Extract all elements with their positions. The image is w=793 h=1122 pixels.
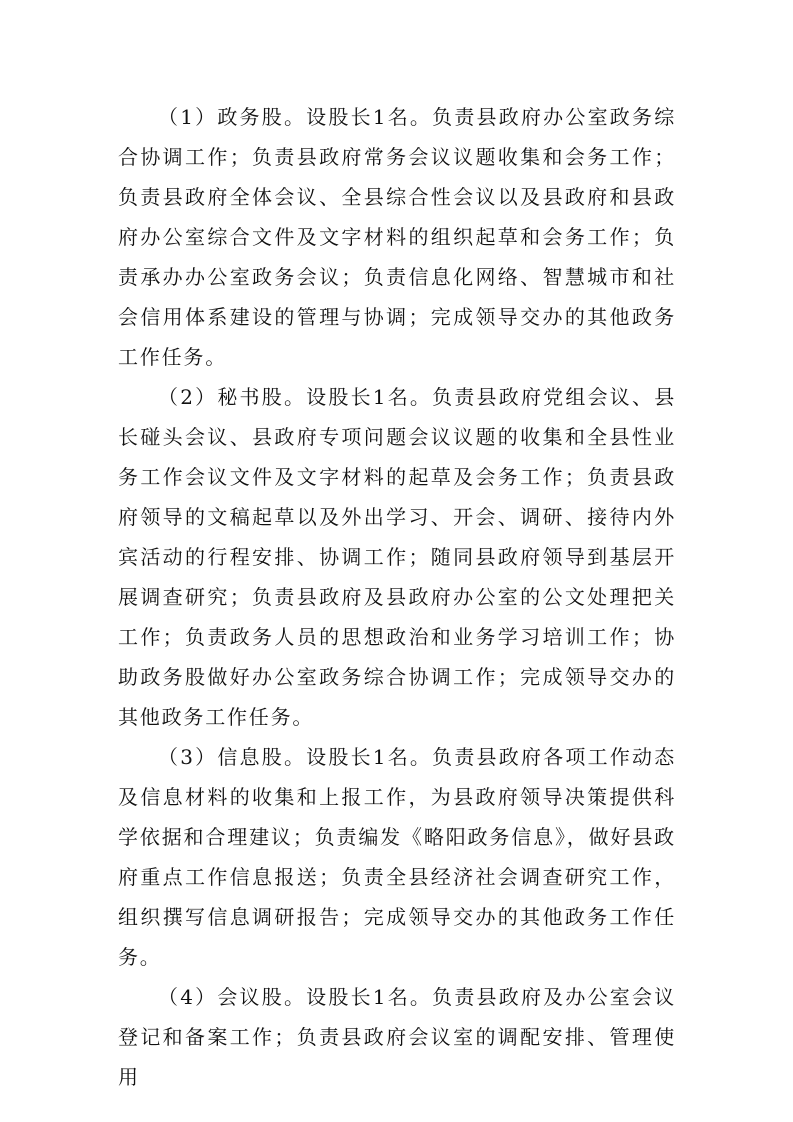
paragraph-huiyi-section: （4）会议股。设股长1名。负责县政府及办公室会议登记和备案工作；负责县政府会议室的调配安排、管理使用 <box>118 985 676 1089</box>
document-body <box>118 97 676 1097</box>
paragraph-zhengwu-section: （1）政务股。设股长1名。负责县政府办公室政务综合协调工作；负责县政府常务会议议题收集和会务工作；负责县政府全体会议、全县综合性会议以及县政府和县政府办公室综合文件及文字材料的组织起草和会务工作；负责承办办公室政务会议；负责信息化网络、智慧城市和社会信用体系建设的管理与协调；完成领导交办的其他政务工作任务。 <box>118 105 676 369</box>
paragraph-mishu-section: （2）秘书股。设股长1名。负责县政府党组会议、县长碰头会议、县政府专项问题会议议题的收集和全县性业务工作会议文件及文字材料的起草及会务工作；负责县政府领导的文稿起草以及外出学习、开会、调研、接待内外宾活动的行程安排、协调工作；随同县政府领导到基层开展调查研究；负责县政府及县政府办公室的公文处理把关工作；负责政务人员的思想政治和业务学习培训工作；协助政务股做好办公室政务综合协调工作；完成领导交办的其他政务工作任务。 <box>118 385 676 729</box>
paragraph-xinxi-section: （3）信息股。设股长1名。负责县政府各项工作动态及信息材料的收集和上报工作，为县政府领导决策提供科学依据和合理建议；负责编发《略阳政务信息》，做好县政府重点工作信息报送；负责全县经济社会调查研究工作，组织撰写信息调研报告；完成领导交办的其他政务工作任务。 <box>118 745 676 969</box>
